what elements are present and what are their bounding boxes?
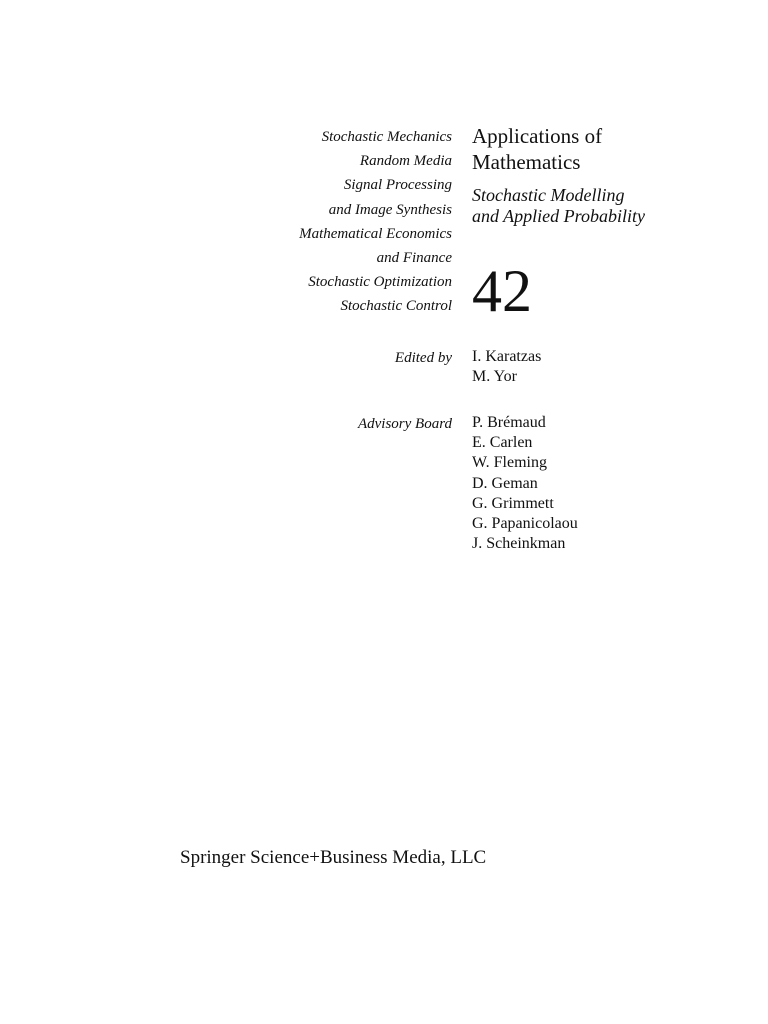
series-subtitle	[472, 185, 645, 227]
editor-name: I. Karatzas	[472, 348, 542, 365]
subject-area-item: and Image Synthesis	[328, 201, 452, 218]
subject-area-item: Mathematical Economics	[299, 225, 452, 242]
series-title-line: Mathematics	[472, 150, 581, 174]
subject-area-item: and Finance	[376, 250, 452, 267]
series-title-line: Applications of	[472, 124, 603, 148]
advisory-board-member: J. Scheinkman	[472, 535, 566, 553]
subject-areas-list	[299, 125, 452, 319]
advisory-board-member: G. Papanicolaou	[472, 515, 578, 533]
advisory-board-list	[472, 413, 578, 554]
advisory-board-label: Advisory Board	[357, 416, 452, 432]
subject-area-item: Stochastic Optimization	[308, 274, 452, 291]
volume-number: 42	[472, 258, 532, 324]
editors-list	[472, 347, 541, 387]
advisory-board-member: E. Carlen	[472, 434, 533, 452]
subject-area-item: Stochastic Mechanics	[321, 129, 452, 145]
advisory-board-member: W. Fleming	[472, 454, 547, 472]
advisory-board-member: P. Brémaud	[472, 414, 546, 431]
series-subtitle-line: Stochastic Modelling	[472, 185, 625, 205]
publisher-name: Springer Science+Business Media, LLC	[180, 847, 487, 868]
series-subtitle-line: and Applied Probability	[472, 206, 645, 226]
editor-name: M. Yor	[472, 368, 517, 386]
subject-area-item: Signal Processing	[343, 177, 452, 194]
subject-area-item: Stochastic Control	[340, 298, 452, 315]
advisory-board-member: D. Geman	[472, 474, 538, 492]
advisory-board-member: G. Grimmett	[472, 494, 554, 512]
subject-area-item: Random Media	[359, 153, 452, 170]
series-heading	[472, 123, 645, 227]
edited-by-label: Edited by	[394, 350, 452, 366]
series-title	[472, 123, 645, 175]
